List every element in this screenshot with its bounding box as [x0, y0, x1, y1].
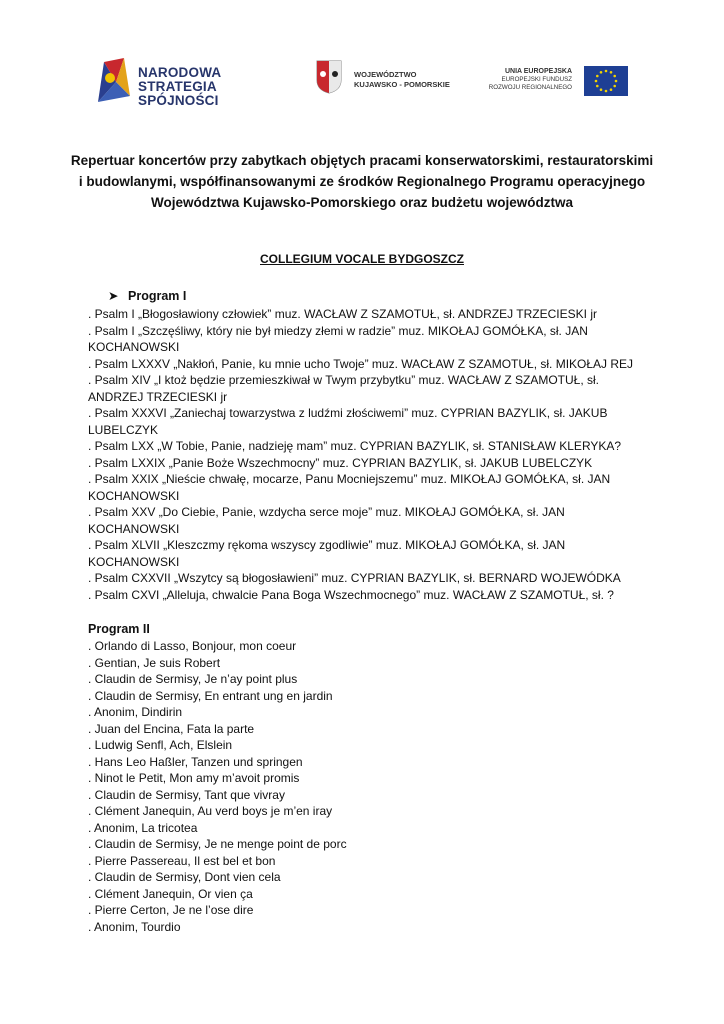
nss-line2: STRATEGIA SPÓJNOŚCI	[138, 79, 219, 108]
list-item: . Psalm XIV „I ktoż będzie przemieszkiwał w Twym przybytku” muz. WACŁAW Z SZAMOTUŁ, sł. ANDRZEJ TRZECIESKI jr	[88, 373, 599, 404]
list-item: . Claudin de Sermisy, En entrant ung en jardin	[88, 688, 333, 703]
eu-line2: EUROPEJSKI FUNDUSZ	[501, 76, 572, 83]
kp-line2: KUJAWSKO - POMORSKIE	[354, 80, 450, 89]
list-item: . Clément Janequin, Or vien ça	[88, 886, 253, 901]
list-item: . Claudin de Sermisy, Je n’ay point plus	[88, 672, 298, 686]
list-item: . Claudin de Sermisy, Tant que vivray	[88, 787, 285, 802]
eu-logo	[480, 52, 632, 110]
header-logos	[92, 52, 632, 110]
coat-of-arms-icon	[316, 60, 342, 94]
nss-text	[138, 66, 282, 108]
list-item: . Claudin de Sermisy, Dont vien cela	[88, 870, 281, 884]
program2-heading: Program II	[88, 622, 150, 636]
program1-heading	[108, 288, 186, 303]
kp-text	[354, 70, 450, 90]
kp-line1: WOJEWÓDZTWO	[354, 70, 417, 79]
list-item: . Ninot le Petit, Mon amy m’avoit promis	[88, 771, 300, 785]
eu-flag-icon	[584, 66, 628, 96]
program1-list	[88, 306, 648, 603]
list-item: . Clément Janequin, Au verd boys je m’en iray	[88, 804, 333, 818]
title-line: Repertuar koncertów przy zabytkach objętych pracami konserwatorskimi, restauratorskimi	[70, 153, 654, 168]
list-item: . Psalm CXXVII „Wszytcy są błogosławieni” muz. CYPRIAN BAZYLIK, sł. BERNARD WOJEWÓDKA	[88, 571, 621, 585]
nss-line1: NARODOWA	[138, 65, 222, 80]
list-item: . Anonim, La tricotea	[88, 820, 198, 835]
list-item: . Orlando di Lasso, Bonjour, mon coeur	[88, 639, 297, 653]
list-item: . Juan del Encina, Fata la parte	[88, 721, 255, 736]
list-item: . Hans Leo Haßler, Tanzen und springen	[88, 754, 303, 769]
list-item: . Ludwig Senfl, Ach, Elslein	[88, 738, 233, 752]
list-item: . Pierre Passereau, Il est bel et bon	[88, 853, 276, 868]
program2-list	[88, 638, 648, 935]
eu-line3: ROZWOJU REGIONALNEGO	[488, 84, 572, 91]
nss-logo	[92, 52, 282, 110]
program1-heading-label: Program I	[128, 289, 187, 303]
kujawsko-pomorskie-logo	[314, 52, 464, 110]
list-item: . Psalm I „Błogosławiony człowiek” muz. WACŁAW Z SZAMOTUŁ, sł. ANDRZEJ TRZECIESKI jr	[88, 307, 597, 321]
list-item: . Psalm XXV „Do Ciebie, Panie, wzdycha serce moje” muz. MIKOŁAJ GOMÓŁKA, sł. JAN KOCHANOWSKI	[88, 505, 565, 536]
list-item: . Psalm XXXVI „Zaniechaj towarzystwa z ludźmi złościwemi” muz. CYPRIAN BAZYLIK, sł. JAKUB LUBELCZYK	[88, 406, 608, 437]
list-item: . Psalm XXIX „Nieście chwałę, mocarze, Panu Mocniejszemu” muz. MIKOŁAJ GOMÓŁKA, sł. JAN KOCHANOWSKI	[88, 472, 611, 503]
document-title	[70, 150, 654, 213]
nss-emblem-icon	[94, 56, 132, 106]
title-line: i budowlanymi, współfinansowanymi ze środków Regionalnego Programu operacyjnego	[78, 174, 646, 189]
list-item: . Anonim, Dindirin	[88, 705, 183, 719]
eu-line1: UNIA EUROPEJSKA	[504, 68, 572, 75]
list-item: . Psalm LXXXV „Nakłoń, Panie, ku mnie ucho Twoje” muz. WACŁAW Z SZAMOTUŁ, sł. MIKOŁAJ REJ	[88, 356, 634, 371]
list-item: . Psalm LXXIX „Panie Boże Wszechmocny” muz. CYPRIAN BAZYLIK, sł. JAKUB LUBELCZYK	[88, 455, 593, 470]
list-item: . Psalm XLVII „Kleszczmy rękoma wszyscy zgodliwie” muz. MIKOŁAJ GOMÓŁKA, sł. JAN KOCHANOWSKI	[88, 538, 566, 569]
ensemble-name: COLLEGIUM VOCALE BYDGOSZCZ	[260, 252, 464, 266]
list-item: . Anonim, Tourdio	[88, 919, 181, 934]
title-line: Województwa Kujawsko-Pomorskiego oraz budżetu województwa	[150, 195, 574, 210]
list-item: . Claudin de Sermisy, Je ne menge point de porc	[88, 837, 347, 851]
arrow-bullet-icon: ➤	[108, 289, 119, 303]
list-item: . Psalm CXVI „Alleluja, chwalcie Pana Boga Wszechmocnego” muz. WACŁAW Z SZAMOTUŁ, sł. ?	[88, 587, 614, 602]
list-item: . Psalm I „Szczęśliwy, który nie był miedzy złemi w radzie” muz. MIKOŁAJ GOMÓŁKA, sł. JAN KOCHANOWSKI	[88, 323, 588, 354]
eu-text	[480, 68, 572, 92]
list-item: . Pierre Certon, Je ne l’ose dire	[88, 903, 254, 917]
list-item: . Psalm LXX „W Tobie, Panie, nadzieję mam” muz. CYPRIAN BAZYLIK, sł. STANISŁAW KLERYKA?	[88, 439, 622, 453]
list-item: . Gentian, Je suis Robert	[88, 655, 221, 670]
